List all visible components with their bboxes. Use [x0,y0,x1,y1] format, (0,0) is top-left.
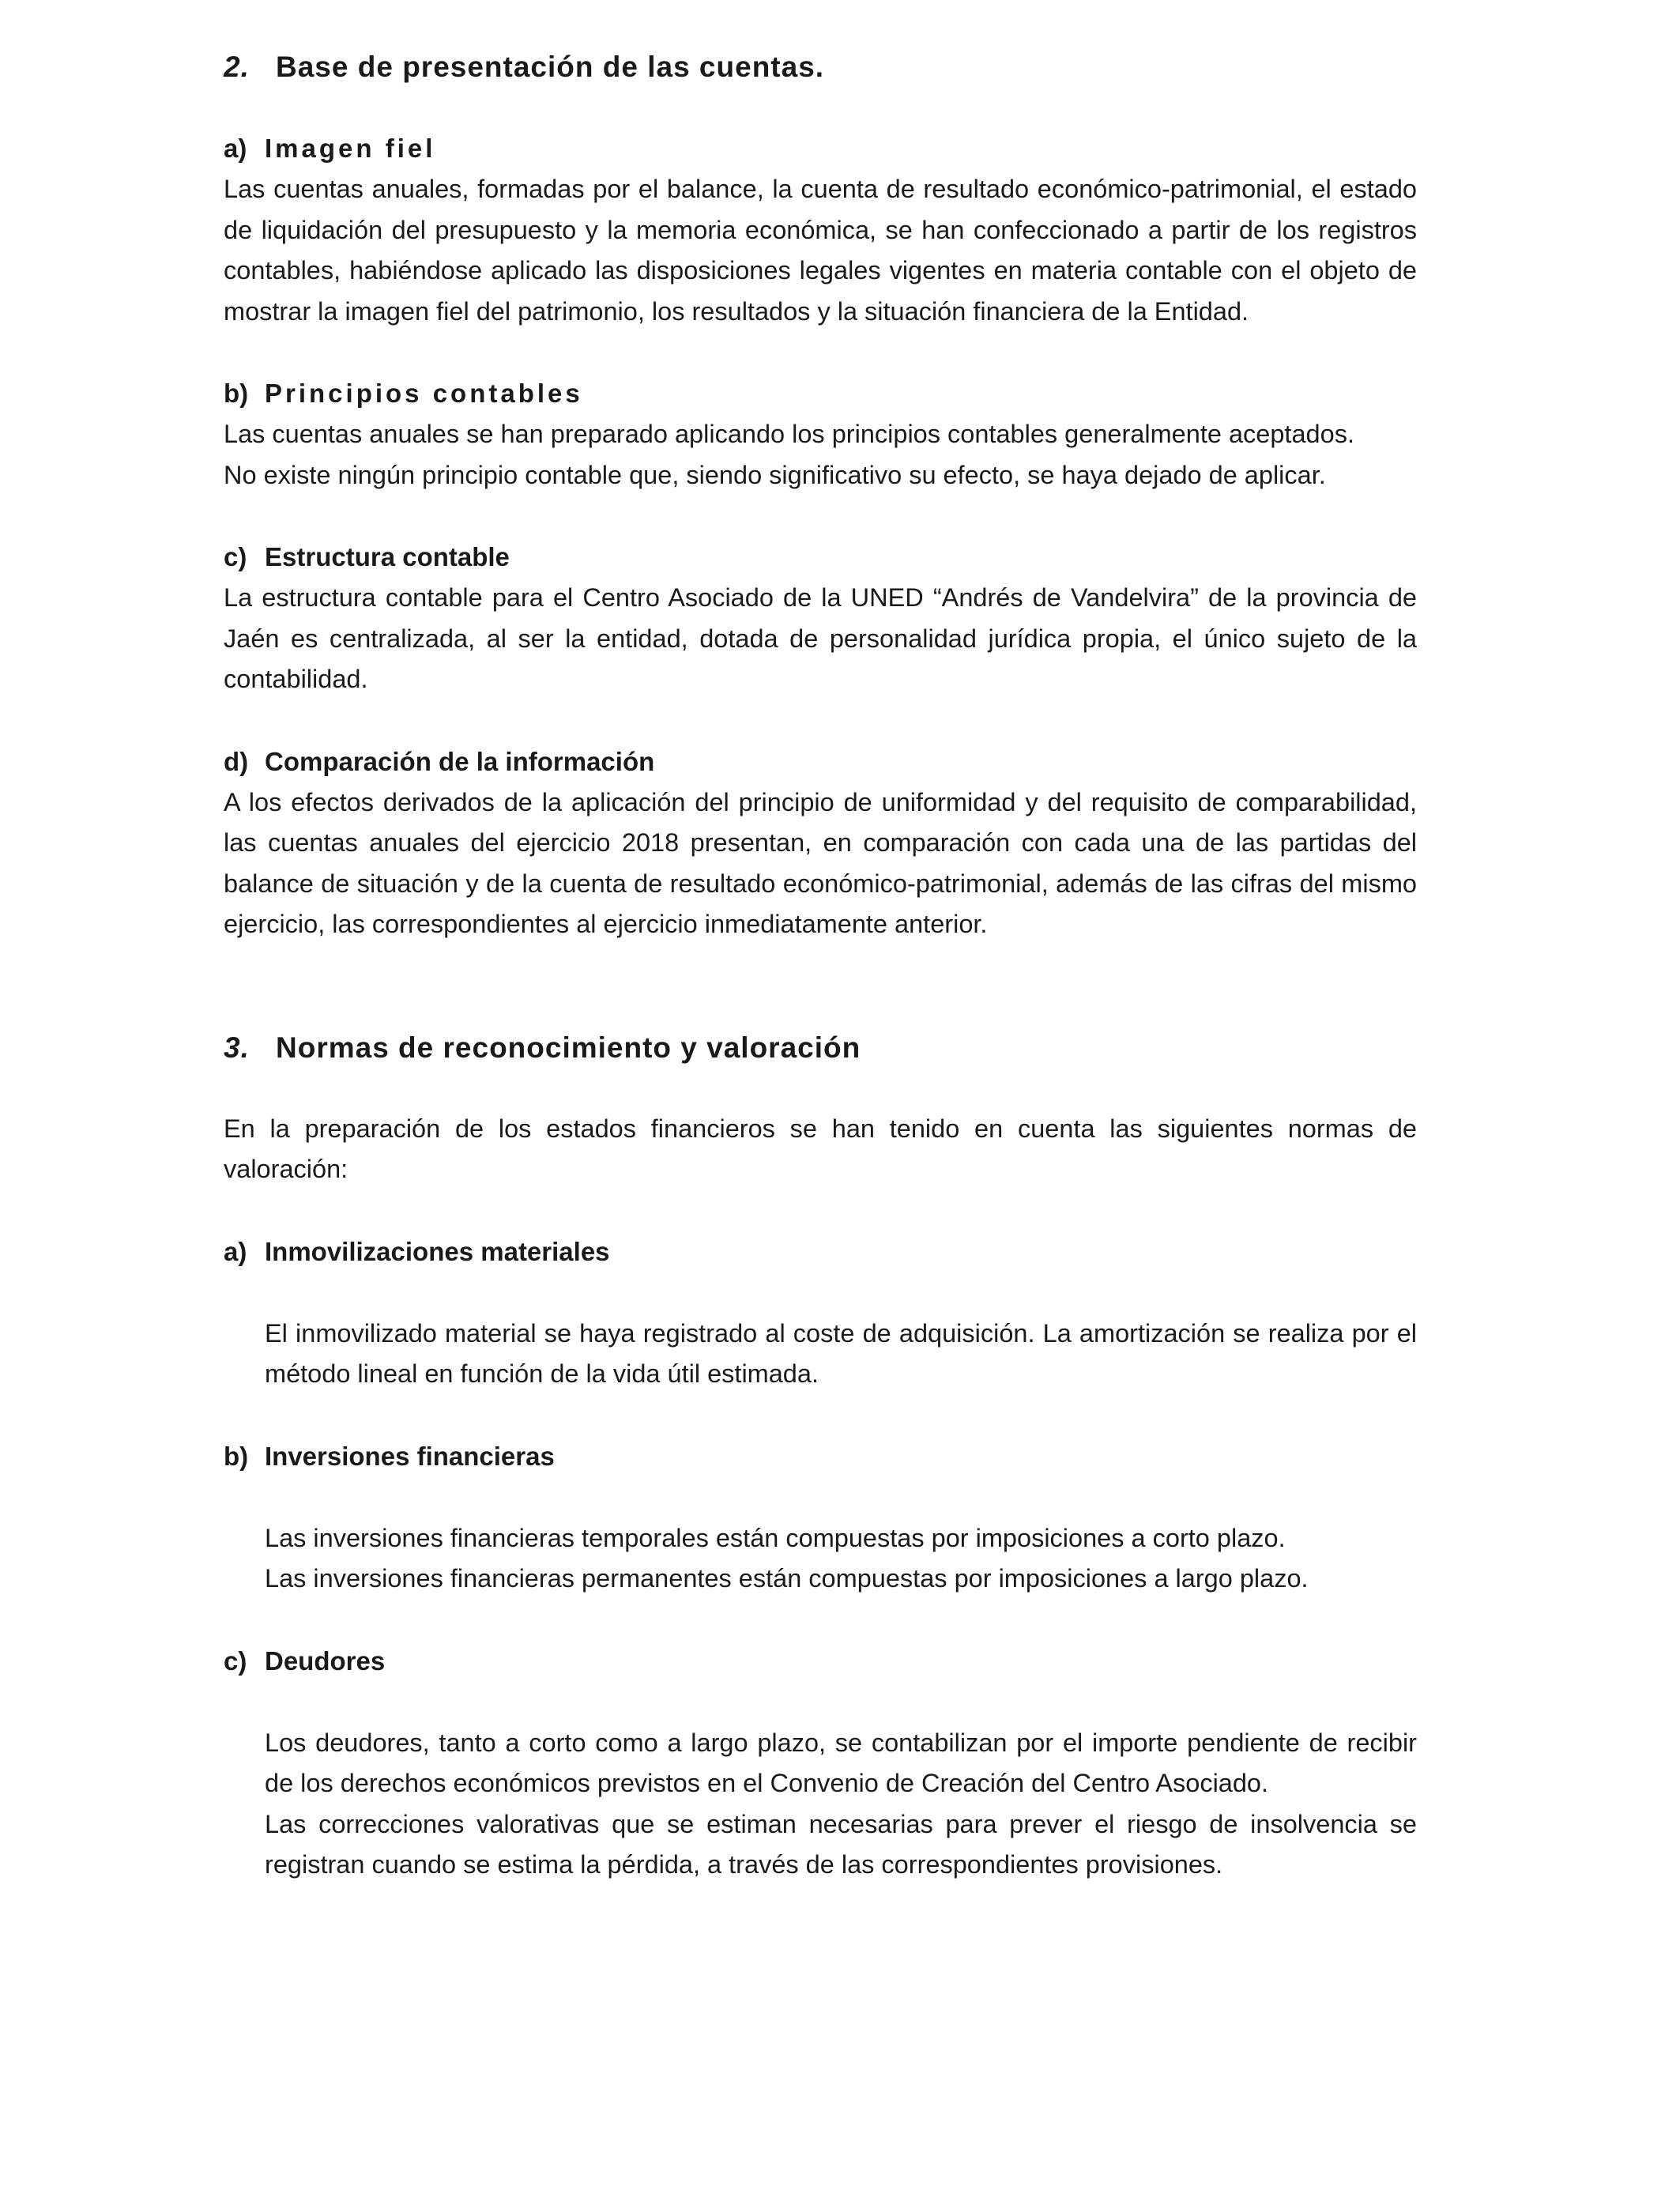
section-3-title: Normas de reconocimiento y valoración [276,1031,861,1064]
subsection-title: Estructura contable [265,542,510,571]
subsection-label: c) [224,1646,247,1676]
section-2-number: 2. [224,51,250,83]
section-2-title: Base de presentación de las cuentas. [276,51,825,83]
paragraph-deudores-1: Los deudores, tanto a corto como a largo plazo, se contabilizan por el importe pendiente de recibir de los derechos económicos previstos en el Convenio de Creación del Centro Asociado. [265,1728,1417,1797]
subsection-2b-heading [224,373,1417,414]
subsection-3c-heading [224,1641,1417,1682]
subsection-title: Principios contables [265,379,583,408]
paragraph-deudores-2: Las correcciones valorativas que se estiman necesarias para prever el riesgo de insolvencia se registran cuando se estima la pérdida, a través de las correspondientes provisiones. [265,1809,1417,1879]
section-3-heading [224,1027,1417,1069]
paragraph-principios-line1: Las cuentas anuales se han preparado aplicando los principios contables generalmente aceptados. [224,420,1354,448]
subsection-label: b) [224,1441,249,1471]
subsection-2c-heading [224,537,1417,578]
subsection-title: Comparación de la información [265,746,655,776]
paragraph-inmovilizado: El inmovilizado material se haya registrado al coste de adquisición. La amortización se realiza por el método lineal en función de la vida útil estimada. [265,1318,1417,1388]
subsection-3b-heading [224,1436,1417,1477]
subsection-label: c) [224,542,247,571]
subsection-label: d) [224,746,249,776]
subsection-title: Imagen fiel [265,134,436,163]
subsection-title: Inmovilizaciones materiales [265,1236,610,1266]
paragraph-imagen-fiel: Las cuentas anuales, formadas por el balance, la cuenta de resultado económico-patrimonial, el estado de liquidación del presupuesto y la memoria económica, se han confeccionado a partir de los registros contables, habiéndose aplicado las disposiciones legales vigentes en materia contable con el objeto de mostrar la imagen fiel del patrimonio, los resultados y la situación financiera de la Entidad. [224,175,1417,326]
section-2-heading [224,46,1417,89]
paragraph-inversiones-line1: Las inversiones financieras temporales están compuestas por imposiciones a corto plazo. [265,1523,1286,1552]
paragraph-intro-normas: En la preparación de los estados financieros se han tenido en cuenta las siguientes normas de valoración: [224,1114,1417,1183]
subsection-3a-heading [224,1231,1417,1272]
paragraph-comparacion: A los efectos derivados de la aplicación del principio de uniformidad y del requisito de comparabilidad, las cuentas anuales del ejercicio 2018 presentan, en comparación con cada una de las partidas del balance de situación y de la cuenta de resultado económico-patrimonial, además de las cifras del mismo ejercicio, las correspondientes al ejercicio inmediatamente anterior. [224,787,1417,938]
subsection-title: Deudores [265,1646,386,1676]
paragraph-principios-line2: No existe ningún principio contable que, siendo significativo su efecto, se haya dejado de aplicar. [224,460,1326,489]
subsection-title: Inversiones financieras [265,1441,555,1471]
section-3-number: 3. [224,1031,250,1064]
subsection-label: a) [224,1236,247,1266]
paragraph-inversiones-line2: Las inversiones financieras permanentes están compuestas por imposiciones a largo plazo. [265,1564,1309,1593]
subsection-2a-heading [224,128,1417,169]
page-content [224,46,1417,1886]
subsection-label: b) [224,379,249,408]
subsection-label: a) [224,134,247,163]
subsection-2d-heading [224,741,1417,782]
paragraph-estructura: La estructura contable para el Centro Asociado de la UNED “Andrés de Vandelvira” de la provincia de Jaén es centralizada, al ser la entidad, dotada de personalidad jurídica propia, el único sujeto de la contabilidad. [224,583,1417,693]
